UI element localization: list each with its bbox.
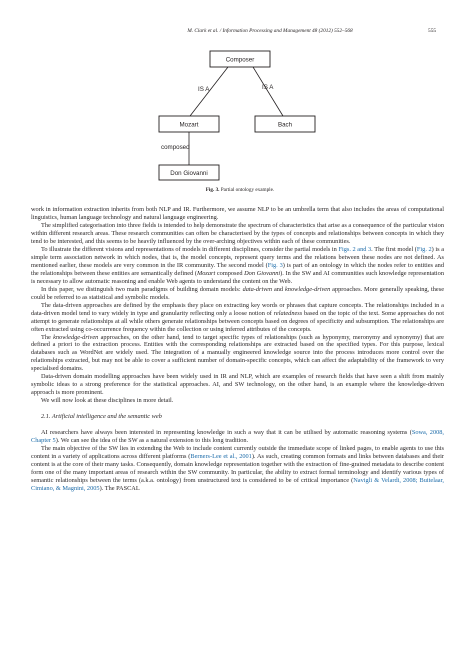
p9-text-2: ). We can see the idea of the SW as a natural extension to this long tradition. xyxy=(55,437,249,445)
figure-caption xyxy=(150,187,330,193)
link-berners-lee-2001[interactable]: Berners-Lee et al., 2001 xyxy=(190,453,252,461)
node-mozart-label: Mozart xyxy=(179,121,199,129)
p6-text-1: The xyxy=(41,333,54,341)
p5-italic-1: relatedness xyxy=(273,309,303,317)
section-gap xyxy=(31,405,444,413)
page-number: 555 xyxy=(428,28,437,34)
p3-italic-dongiovanni: Don Giovanni xyxy=(244,269,281,277)
p3-italic-mozart: Mozart xyxy=(196,269,216,277)
paragraph-9 xyxy=(31,429,444,445)
p5-text-2: based on the topic of the text. Some approaches do not attempt to generate relationships at all while others generate relationships between concepts based on degrees of specificity and subsumption. The relationships are often extracted using co-occurrence frequency within the collection or using inferred attributes of the concepts. xyxy=(31,309,444,333)
node-dongiovanni-label: Don Giovanni xyxy=(170,170,208,177)
section-title: 2.1. Artificial intelligence and the semantic web xyxy=(41,413,162,421)
p10-text-1: The main objective of the SW lies in extending the Web to include content currently outside the immediate scope of linked pages, to enable agents to use this content in a variety of applications across different platforms ( xyxy=(31,445,444,461)
paragraph-1: work in information extraction inherits from both NLP and IR. Furthermore, we assume NLP to be an umbrella term that also includes the areas of computational linguistics, human language technology and natural language engineering. xyxy=(31,206,444,221)
section-gap-2 xyxy=(31,421,444,429)
p3-text-1: To illustrate the different visions and representations of models in different disciplines, consider the partial models in xyxy=(41,245,339,253)
edge-label-is-a-left: IS A xyxy=(198,86,210,93)
paragraph-6 xyxy=(31,334,444,374)
paragraph-8: We will now look at these disciplines in more detail. xyxy=(41,397,174,405)
p3-text-3: ) is a simple term association network in which nodes, that is, the model concepts, represent query terms and the relations between these nodes are not defined. As mentioned earlier, these models are very common in the IR community. The second model ( xyxy=(31,245,444,269)
p4-italic-1: data-driven xyxy=(242,285,273,293)
figure-caption-label: Fig. 3. xyxy=(205,187,220,193)
link-sowa-2008[interactable]: Sowa, 2008, Chapter 5 xyxy=(31,429,444,445)
link-figs-2-3[interactable]: Figs. 2 and 3 xyxy=(338,245,372,253)
edge-composer-bach xyxy=(253,67,283,116)
paragraph-7: Data-driven domain modelling approaches have been widely used in IR and NLP, which are examples of research fields that have seen a shift from mainly symbolic ideas to a strong preference for the statistical approaches. AI, and SW technology, on the other hand, is an example where the knowledge-driven approach is more prominent. xyxy=(31,373,444,397)
p4-text-3: approaches. More generally speaking, these could be referred to as statistical and symbolic models. xyxy=(31,285,444,301)
paragraph-2: The simplified categorisation into three fields is intended to help demonstrate the spectrum of characteristics that arise as a consequence of the particular vision within different research areas. These research communities can often be characterised by the types of concepts and relationships between concepts in which they tend to be interested, and this seems to be heavily influenced by the over-arching objectives within each of these communities. xyxy=(31,221,444,245)
node-composer-label: Composer xyxy=(225,56,255,64)
p4-text-1: In this paper, we distinguish two main paradigms of building domain models: xyxy=(41,285,243,293)
p3-text-4: ) is part of an ontology in which the nodes refer to entities and the relationships between these entities are semantically defined ( xyxy=(31,261,444,277)
paragraph-10 xyxy=(31,445,444,493)
p10-text-2: ). As such, creating common formats and links between databases and their content is at the core of their many tasks. Consequently, domain knowledge representation together with the extraction of fine-grained metadata to describe content form one of the many important areas of research within the SW community. In particular, the ability to extract formal terminology and identify various types of semantic relationships between the terms (a.k.a. ontology) from unstructured text is considered to be of critical importance ( xyxy=(31,453,444,484)
body-text xyxy=(31,206,444,493)
p4-text-2: and xyxy=(272,285,285,293)
p3-text-2: . The first model ( xyxy=(371,245,417,253)
figure-caption-text: Partial ontology example. xyxy=(219,187,275,193)
p6-text-2: approaches, on the other hand, tend to target specific types of relationships (such as hyponymy, meronymy and synonymy) that are defined a priori to the extraction process. Entities with the corresponding relationships are extracted based on the specified types. For this purpose, lexical databases such as WordNet are widely used. The integration of a manually engineered knowledge source into the process introduces more control over the relationships extracted, but may not be able to cover a sufficient number of domain-specific concepts, which can affect the adaptability of the framework to very specialised domains. xyxy=(31,333,444,373)
link-navigli-buitelaar[interactable]: Navigli & Velardi, 2008; Buitelaar, Cimiano, & Magnini, 2005 xyxy=(31,477,444,492)
running-head: M. Clark et al. / Information Processing and Management 48 (2012) 552–568 xyxy=(187,28,353,34)
p4-italic-2: knowledge-driven xyxy=(285,285,331,293)
node-bach-label: Bach xyxy=(277,121,293,129)
p10-text-3: ). The PASCAL xyxy=(99,484,140,492)
link-fig-2[interactable]: Fig. 2 xyxy=(416,245,432,253)
p9-text-1: AI researchers have always been interested in representing knowledge in such a way that it can be utilised by automatic reasoning systems ( xyxy=(41,429,412,437)
p3-text-5: composed xyxy=(215,269,245,277)
paragraph-4 xyxy=(31,286,444,302)
p6-italic-1: knowledge-driven xyxy=(53,333,99,341)
paragraph-3 xyxy=(31,246,444,286)
p3-text-6: ). In the SW and AI communities such knowledge representation is necessary to allow automatic reasoning and enable Web agents to understand the content on the Web. xyxy=(31,269,444,285)
edge-label-composed: composed xyxy=(161,144,190,151)
link-fig-3[interactable]: Fig. 3 xyxy=(267,261,283,269)
p5-text-1: The data-driven approaches are defined by the emphasis they place on extracting key words or phrases that capture concepts. The relationships included in a data-driven model tend to vary widely in type and granularity reflecting only a loose notion of xyxy=(31,301,444,317)
paragraph-5 xyxy=(31,302,444,334)
edge-label-is-a-right: IS A xyxy=(262,84,274,91)
